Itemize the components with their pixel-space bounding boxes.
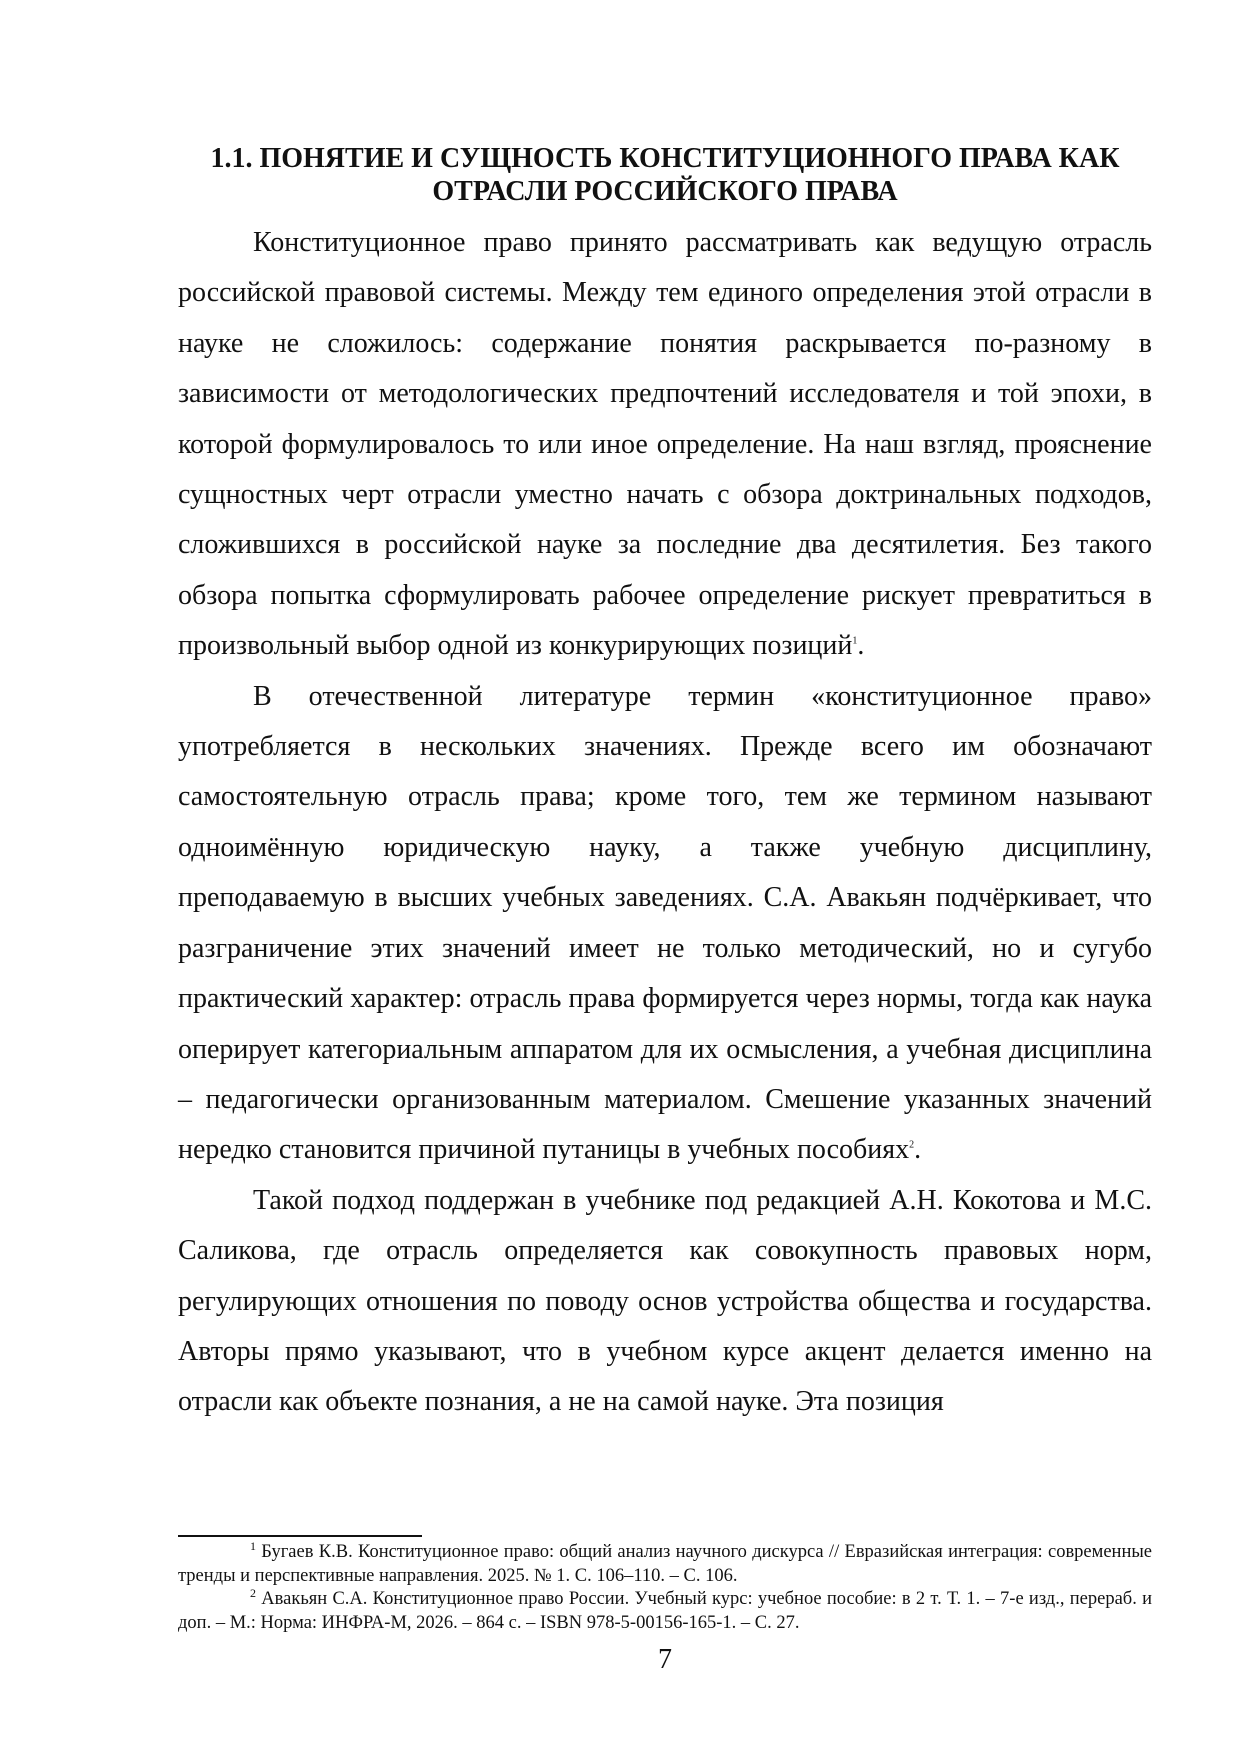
footnote-2: [178, 1585, 1152, 1635]
footnote-reference-2[interactable]: 2: [909, 1139, 915, 1151]
paragraph-3-text: Такой подход поддержан в учебнике под редакцией А.Н. Кокотова и М.С. Саликова, где отрасль определяется как совокупность правовых норм, регулирующих отношения по поводу основ устройства общества и государства. Авторы прямо указывают, что в учебном курсе акцент делается именно на отрасли как объекте познания, а не на самой науке. Эта позиция: [178, 1184, 1152, 1418]
paragraph-1: [178, 218, 1152, 672]
footnotes: [178, 1538, 1152, 1635]
paragraph-1-tail: .: [857, 630, 865, 662]
footnote-1-text: Бугаев К.В. Конституционное право: общий анализ научного дискурса // Евразийская интеграция: современные тренды и перспективные направления. 2025. № 1. С. 106–110. – С. 106.: [178, 1542, 1152, 1586]
body-text: [178, 218, 1152, 1428]
paragraph-2-tail: .: [914, 1134, 922, 1166]
footnote-1-mark: 1: [250, 1538, 256, 1553]
footnote-separator: [178, 1535, 422, 1537]
page-number: 7: [658, 1644, 672, 1675]
paragraph-2-text: В отечественной литературе термин «конституционное право» употребляется в нескольких значениях. Прежде всего им обозначают самостоятельную отрасль права; кроме того, тем же термином называют одноимённую юридическую науку, а также учебную дисциплину, преподаваемую в высших учебных заведениях. С.А. Авакьян подчёркивает, что разграничение этих значений имеет не только методический, но и сугубо практический характер: отрасль права формируется через нормы, тогда как наука оперирует категориальным аппаратом для их осмысления, а учебная дисциплина – педагогически организованным материалом. Смешение указанных значений нередко становится причиной путаницы в учебных пособиях: [178, 680, 1152, 1166]
paragraph-2: [178, 672, 1152, 1176]
paragraph-3: [178, 1176, 1152, 1428]
footnote-reference-1[interactable]: 1: [852, 635, 858, 647]
footnote-2-mark: 2: [250, 1585, 256, 1600]
footnote-1: [178, 1538, 1152, 1588]
section-heading: 1.1. ПОНЯТИЕ И СУЩНОСТЬ КОНСТИТУЦИОННОГО ПРАВА КАК ОТРАСЛИ РОССИЙСКОГО ПРАВА: [210, 143, 1120, 207]
paragraph-1-text: Конституционное право принято рассматривать как ведущую отрасль российской правовой системы. Между тем единого определения этой отрасли в науке не сложилось: содержание понятия раскрывается по-разному в зависимости от методологических предпочтений исследователя и той эпохи, в которой формулировалось то или иное определение. На наш взгляд, прояснение сущностных черт отрасли уместно начать с обзора доктринальных подходов, сложившихся в российской науке за последние два десятилетия. Без такого обзора попытка сформулировать рабочее определение рискует превратиться в произвольный выбор одной из конкурирующих позиций: [178, 227, 1152, 662]
footnote-2-text: Авакьян С.А. Конституционное право России. Учебный курс: учебное пособие: в 2 т. Т. 1. – 7-е изд., перераб. и доп. – М.: Норма: ИНФРА-М, 2026. – 864 с. – ISBN 978-5-00156-165-1. – С. 27.: [178, 1589, 1152, 1633]
